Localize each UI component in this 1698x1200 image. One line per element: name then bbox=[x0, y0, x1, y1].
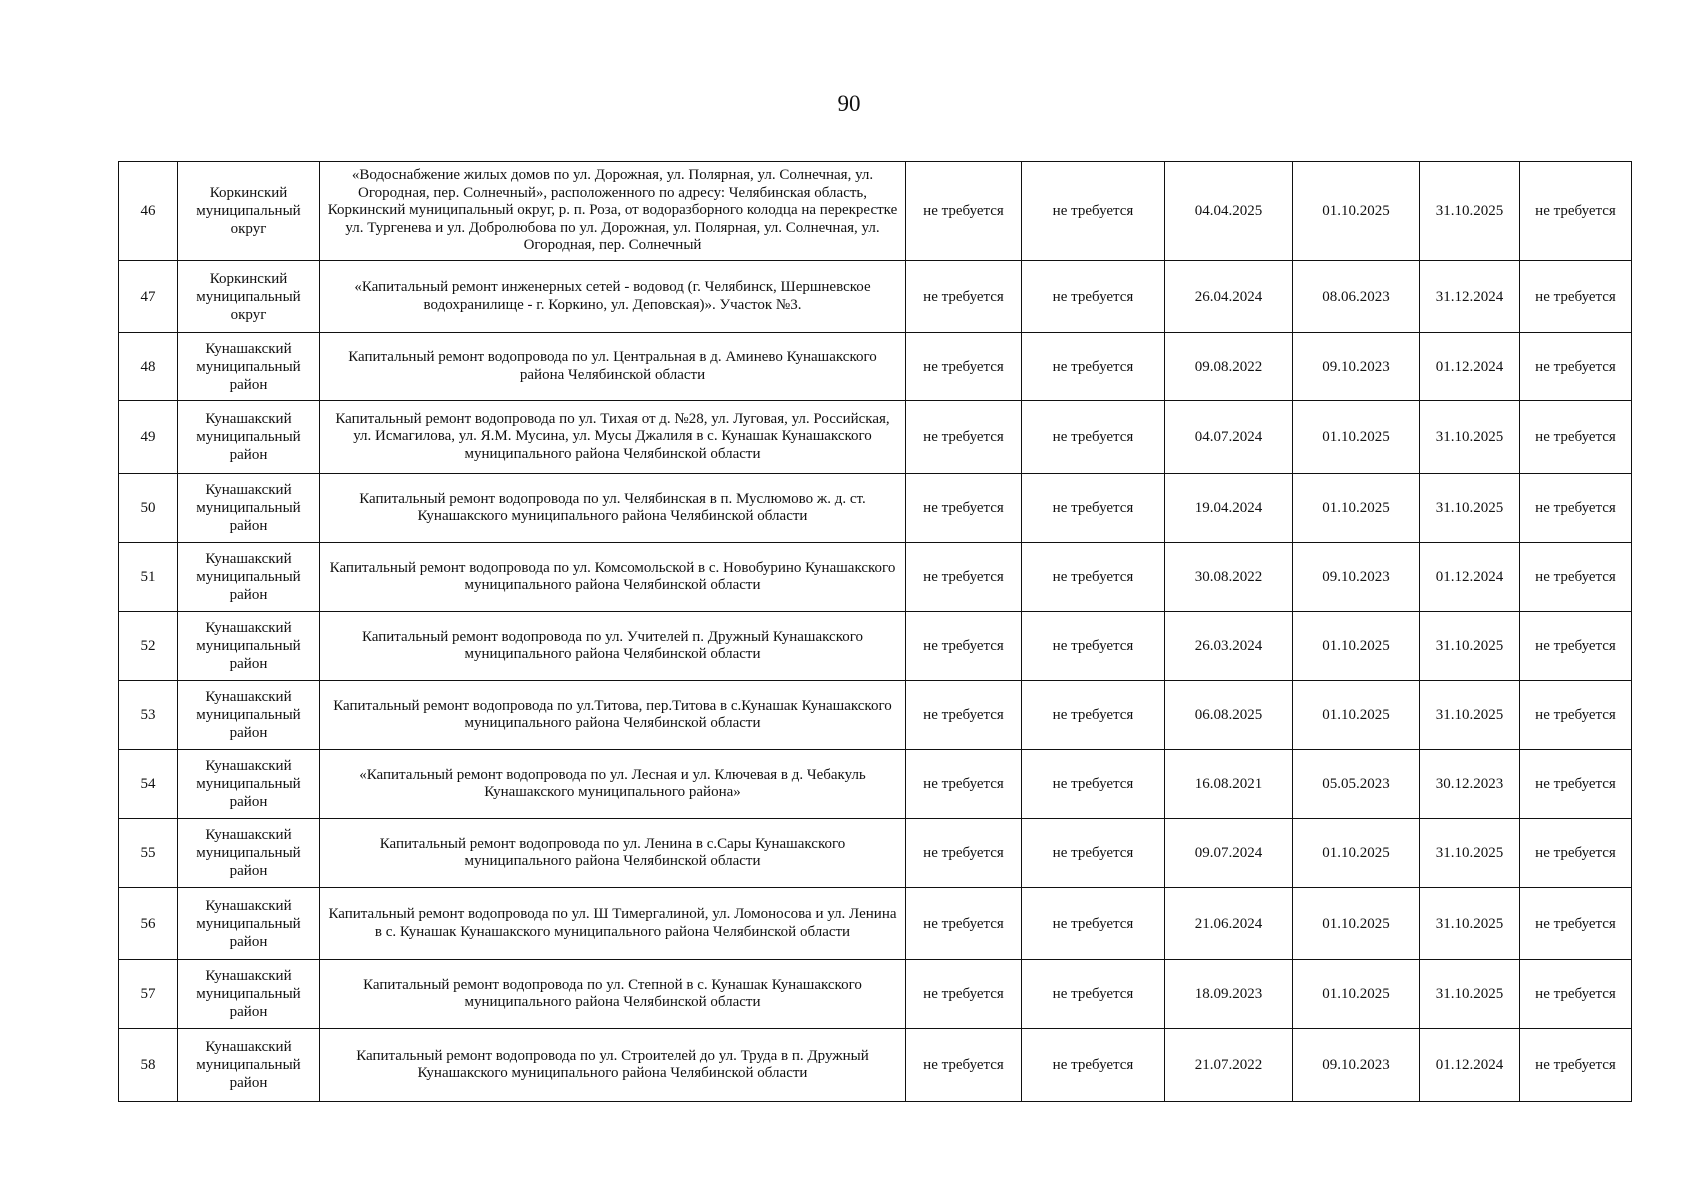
final-status-cell: не требуется bbox=[1520, 681, 1632, 750]
row-number-cell: 46 bbox=[119, 162, 178, 261]
table-row bbox=[119, 162, 1632, 261]
permit-status-cell: не требуется bbox=[1022, 888, 1165, 960]
table-row bbox=[119, 681, 1632, 750]
project-description-cell: «Капитальный ремонт инженерных сетей - водовод (г. Челябинск, Шершневское водохранилище - г. Коркино, ул. Деповская)». Участок №3. bbox=[320, 261, 906, 333]
date-cell-2: 01.10.2025 bbox=[1293, 612, 1420, 681]
municipality-cell: Кунашакский муниципальный район bbox=[178, 612, 320, 681]
date-cell-2: 01.10.2025 bbox=[1293, 401, 1420, 474]
final-status-cell: не требуется bbox=[1520, 1029, 1632, 1102]
final-status-cell: не требуется bbox=[1520, 401, 1632, 474]
date-cell-3: 31.10.2025 bbox=[1420, 162, 1520, 261]
expertise-status-cell: не требуется bbox=[906, 162, 1022, 261]
expertise-status-cell: не требуется bbox=[906, 333, 1022, 401]
final-status-cell: не требуется bbox=[1520, 888, 1632, 960]
table-row bbox=[119, 888, 1632, 960]
date-cell-2: 01.10.2025 bbox=[1293, 960, 1420, 1029]
municipality-cell: Кунашакский муниципальный район bbox=[178, 333, 320, 401]
expertise-status-cell: не требуется bbox=[906, 888, 1022, 960]
date-cell-2: 01.10.2025 bbox=[1293, 888, 1420, 960]
row-number-cell: 58 bbox=[119, 1029, 178, 1102]
expertise-status-cell: не требуется bbox=[906, 612, 1022, 681]
date-cell-3: 01.12.2024 bbox=[1420, 333, 1520, 401]
project-description-cell: Капитальный ремонт водопровода по ул. Ленина в с.Сары Кунашакского муниципального района Челябинской области bbox=[320, 819, 906, 888]
permit-status-cell: не требуется bbox=[1022, 333, 1165, 401]
date-cell-3: 31.10.2025 bbox=[1420, 888, 1520, 960]
row-number-cell: 51 bbox=[119, 543, 178, 612]
date-cell-2: 01.10.2025 bbox=[1293, 474, 1420, 543]
date-cell-3: 01.12.2024 bbox=[1420, 543, 1520, 612]
project-description-cell: Капитальный ремонт водопровода по ул. Тихая от д. №28, ул. Луговая, ул. Российская, ул. Исмагилова, ул. Я.М. Мусина, ул. Мусы Джалиля в с. Кунашак Кунашакского муниципального района Челябинской области bbox=[320, 401, 906, 474]
projects-table bbox=[118, 161, 1632, 1102]
row-number-cell: 48 bbox=[119, 333, 178, 401]
project-description-cell: Капитальный ремонт водопровода по ул. Ш Тимергалиной, ул. Ломоносова и ул. Ленина в с. Кунашак Кунашакского муниципального района Челябинской области bbox=[320, 888, 906, 960]
table-row bbox=[119, 543, 1632, 612]
permit-status-cell: не требуется bbox=[1022, 401, 1165, 474]
project-description-cell: Капитальный ремонт водопровода по ул. Комсомольской в с. Новобурино Кунашакского муниципального района Челябинской области bbox=[320, 543, 906, 612]
project-description-cell: «Водоснабжение жилых домов по ул. Дорожная, ул. Полярная, ул. Солнечная, ул. Огородная, пер. Солнечный», расположенного по адресу: Челябинская область, Коркинский муниципальный округ, р. п. Роза, от водоразборного колодца на перекрестке ул. Тургенева и ул. Добролюбова по ул. Дорожная, ул. Полярная, ул. Солнечная, ул. Огородная, пер. Солнечный bbox=[320, 162, 906, 261]
date-cell-1: 26.04.2024 bbox=[1165, 261, 1293, 333]
permit-status-cell: не требуется bbox=[1022, 612, 1165, 681]
row-number-cell: 57 bbox=[119, 960, 178, 1029]
date-cell-3: 30.12.2023 bbox=[1420, 750, 1520, 819]
date-cell-3: 31.10.2025 bbox=[1420, 681, 1520, 750]
final-status-cell: не требуется bbox=[1520, 162, 1632, 261]
final-status-cell: не требуется bbox=[1520, 819, 1632, 888]
date-cell-1: 06.08.2025 bbox=[1165, 681, 1293, 750]
final-status-cell: не требуется bbox=[1520, 750, 1632, 819]
municipality-cell: Коркинский муниципальный округ bbox=[178, 261, 320, 333]
expertise-status-cell: не требуется bbox=[906, 1029, 1022, 1102]
table-body bbox=[119, 162, 1632, 1102]
municipality-cell: Кунашакский муниципальный район bbox=[178, 819, 320, 888]
expertise-status-cell: не требуется bbox=[906, 474, 1022, 543]
date-cell-3: 31.10.2025 bbox=[1420, 401, 1520, 474]
date-cell-3: 31.12.2024 bbox=[1420, 261, 1520, 333]
project-description-cell: Капитальный ремонт водопровода по ул. Челябинская в п. Муслюмово ж. д. ст. Кунашакского муниципального района Челябинской области bbox=[320, 474, 906, 543]
row-number-cell: 55 bbox=[119, 819, 178, 888]
date-cell-1: 18.09.2023 bbox=[1165, 960, 1293, 1029]
date-cell-1: 16.08.2021 bbox=[1165, 750, 1293, 819]
date-cell-2: 09.10.2023 bbox=[1293, 333, 1420, 401]
municipality-cell: Кунашакский муниципальный район bbox=[178, 750, 320, 819]
project-description-cell: «Капитальный ремонт водопровода по ул. Лесная и ул. Ключевая в д. Чебакуль Кунашакского муниципального района» bbox=[320, 750, 906, 819]
row-number-cell: 53 bbox=[119, 681, 178, 750]
project-description-cell: Капитальный ремонт водопровода по ул. Степной в с. Кунашак Кунашакского муниципального района Челябинской области bbox=[320, 960, 906, 1029]
row-number-cell: 49 bbox=[119, 401, 178, 474]
project-description-cell: Капитальный ремонт водопровода по ул.Титова, пер.Титова в с.Кунашак Кунашакского муниципального района Челябинской области bbox=[320, 681, 906, 750]
table-row bbox=[119, 819, 1632, 888]
row-number-cell: 47 bbox=[119, 261, 178, 333]
projects-table-wrapper bbox=[118, 161, 1632, 1102]
expertise-status-cell: не требуется bbox=[906, 261, 1022, 333]
date-cell-1: 19.04.2024 bbox=[1165, 474, 1293, 543]
date-cell-2: 09.10.2023 bbox=[1293, 543, 1420, 612]
page-number: 90 bbox=[837, 91, 861, 116]
date-cell-1: 09.07.2024 bbox=[1165, 819, 1293, 888]
municipality-cell: Коркинский муниципальный округ bbox=[178, 162, 320, 261]
date-cell-1: 30.08.2022 bbox=[1165, 543, 1293, 612]
expertise-status-cell: не требуется bbox=[906, 681, 1022, 750]
table-row bbox=[119, 612, 1632, 681]
project-description-cell: Капитальный ремонт водопровода по ул. Строителей до ул. Труда в п. Дружный Кунашакского муниципального района Челябинской области bbox=[320, 1029, 906, 1102]
permit-status-cell: не требуется bbox=[1022, 819, 1165, 888]
row-number-cell: 50 bbox=[119, 474, 178, 543]
table-row bbox=[119, 261, 1632, 333]
final-status-cell: не требуется bbox=[1520, 543, 1632, 612]
table-row bbox=[119, 401, 1632, 474]
date-cell-1: 26.03.2024 bbox=[1165, 612, 1293, 681]
expertise-status-cell: не требуется bbox=[906, 750, 1022, 819]
date-cell-1: 21.06.2024 bbox=[1165, 888, 1293, 960]
final-status-cell: не требуется bbox=[1520, 261, 1632, 333]
date-cell-2: 05.05.2023 bbox=[1293, 750, 1420, 819]
project-description-cell: Капитальный ремонт водопровода по ул. Центральная в д. Аминево Кунашакского района Челябинской области bbox=[320, 333, 906, 401]
table-row bbox=[119, 1029, 1632, 1102]
permit-status-cell: не требуется bbox=[1022, 750, 1165, 819]
final-status-cell: не требуется bbox=[1520, 474, 1632, 543]
date-cell-1: 09.08.2022 bbox=[1165, 333, 1293, 401]
municipality-cell: Кунашакский муниципальный район bbox=[178, 681, 320, 750]
permit-status-cell: не требуется bbox=[1022, 1029, 1165, 1102]
municipality-cell: Кунашакский муниципальный район bbox=[178, 543, 320, 612]
date-cell-2: 01.10.2025 bbox=[1293, 162, 1420, 261]
permit-status-cell: не требуется bbox=[1022, 681, 1165, 750]
date-cell-1: 04.04.2025 bbox=[1165, 162, 1293, 261]
permit-status-cell: не требуется bbox=[1022, 261, 1165, 333]
permit-status-cell: не требуется bbox=[1022, 960, 1165, 1029]
date-cell-1: 21.07.2022 bbox=[1165, 1029, 1293, 1102]
municipality-cell: Кунашакский муниципальный район bbox=[178, 401, 320, 474]
date-cell-2: 09.10.2023 bbox=[1293, 1029, 1420, 1102]
permit-status-cell: не требуется bbox=[1022, 162, 1165, 261]
date-cell-3: 31.10.2025 bbox=[1420, 612, 1520, 681]
date-cell-3: 31.10.2025 bbox=[1420, 474, 1520, 543]
row-number-cell: 52 bbox=[119, 612, 178, 681]
table-row bbox=[119, 333, 1632, 401]
date-cell-2: 08.06.2023 bbox=[1293, 261, 1420, 333]
permit-status-cell: не требуется bbox=[1022, 543, 1165, 612]
municipality-cell: Кунашакский муниципальный район bbox=[178, 960, 320, 1029]
municipality-cell: Кунашакский муниципальный район bbox=[178, 1029, 320, 1102]
final-status-cell: не требуется bbox=[1520, 333, 1632, 401]
row-number-cell: 56 bbox=[119, 888, 178, 960]
permit-status-cell: не требуется bbox=[1022, 474, 1165, 543]
date-cell-2: 01.10.2025 bbox=[1293, 819, 1420, 888]
expertise-status-cell: не требуется bbox=[906, 543, 1022, 612]
final-status-cell: не требуется bbox=[1520, 960, 1632, 1029]
date-cell-3: 31.10.2025 bbox=[1420, 960, 1520, 1029]
date-cell-1: 04.07.2024 bbox=[1165, 401, 1293, 474]
final-status-cell: не требуется bbox=[1520, 612, 1632, 681]
row-number-cell: 54 bbox=[119, 750, 178, 819]
table-row bbox=[119, 960, 1632, 1029]
municipality-cell: Кунашакский муниципальный район bbox=[178, 888, 320, 960]
table-row bbox=[119, 474, 1632, 543]
table-row bbox=[119, 750, 1632, 819]
date-cell-3: 01.12.2024 bbox=[1420, 1029, 1520, 1102]
expertise-status-cell: не требуется bbox=[906, 960, 1022, 1029]
expertise-status-cell: не требуется bbox=[906, 819, 1022, 888]
municipality-cell: Кунашакский муниципальный район bbox=[178, 474, 320, 543]
date-cell-3: 31.10.2025 bbox=[1420, 819, 1520, 888]
date-cell-2: 01.10.2025 bbox=[1293, 681, 1420, 750]
expertise-status-cell: не требуется bbox=[906, 401, 1022, 474]
project-description-cell: Капитальный ремонт водопровода по ул. Учителей п. Дружный Кунашакского муниципального района Челябинской области bbox=[320, 612, 906, 681]
